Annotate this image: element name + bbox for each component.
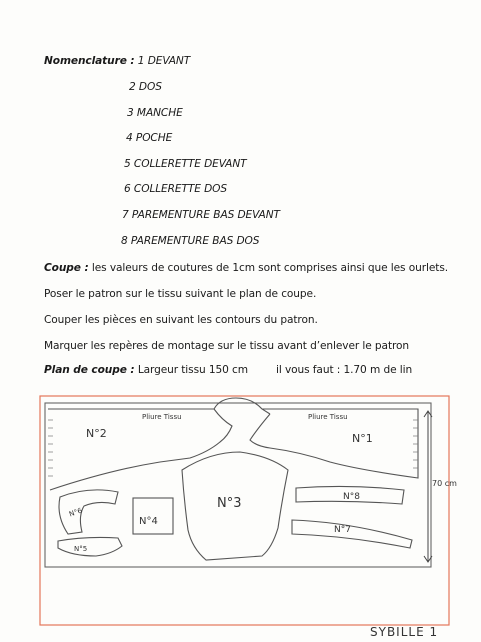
coupe-text: les valeurs de coutures de 1cm sont comprises ainsi que les ourlets. <box>91 262 448 274</box>
plan-label: Plan de coupe : <box>44 364 135 376</box>
signature: SYBILLE 1 <box>370 625 439 639</box>
piece-2-ruler <box>48 420 53 476</box>
piece-5-label: N°5 <box>74 545 88 553</box>
piece-1-label: N°1 <box>352 432 373 445</box>
piece-6-label: N°6 <box>68 506 84 519</box>
coupe-label: Coupe : <box>44 262 89 274</box>
piece-7-label: N°7 <box>334 525 351 535</box>
fold-label-left: Pliure Tissu <box>142 413 182 421</box>
nomenclature-item-5: 5 COLLERETTE DEVANT <box>124 158 247 170</box>
piece-3-label: N°3 <box>217 496 242 511</box>
nomenclature-item-3: 3 MANCHE <box>127 107 183 119</box>
fold-label-right: Pliure Tissu <box>308 413 348 421</box>
piece-2-outline <box>48 409 232 490</box>
nomenclature-item-6: 6 COLLERETTE DOS <box>124 183 228 195</box>
nomenclature-item-4: 4 POCHE <box>126 132 173 144</box>
piece-1-ruler <box>413 420 418 468</box>
piece-5-outline <box>58 537 122 556</box>
nomenclature-label: Nomenclature : <box>44 55 135 67</box>
nomenclature-item-7: 7 PAREMENTURE BAS DEVANT <box>122 209 280 221</box>
coupe-instruction-3: Marquer les repères de montage sur le tissu avant d’enlever le patron <box>44 340 410 352</box>
coupe-instruction-2: Couper les pièces en suivant les contours du patron. <box>44 314 318 326</box>
plan-width: Largeur tissu 150 cm <box>137 364 249 376</box>
piece-8-label: N°8 <box>343 492 360 502</box>
nomenclature-item-1: 1 DEVANT <box>137 55 191 67</box>
piece-7-outline <box>292 520 412 548</box>
nomenclature-item-2: 2 DOS <box>129 81 162 93</box>
neck-outline <box>214 398 270 414</box>
nomenclature-item-8: 8 PAREMENTURE BAS DOS <box>121 235 260 247</box>
plan-need: il vous faut : 1.70 m de lin <box>276 364 413 376</box>
coupe-instruction-1: Poser le patron sur le tissu suivant le plan de coupe. <box>44 288 317 300</box>
dimension-label: 70 cm <box>432 479 457 488</box>
piece-4-label: N°4 <box>139 516 158 527</box>
piece-2-label: N°2 <box>86 427 107 440</box>
